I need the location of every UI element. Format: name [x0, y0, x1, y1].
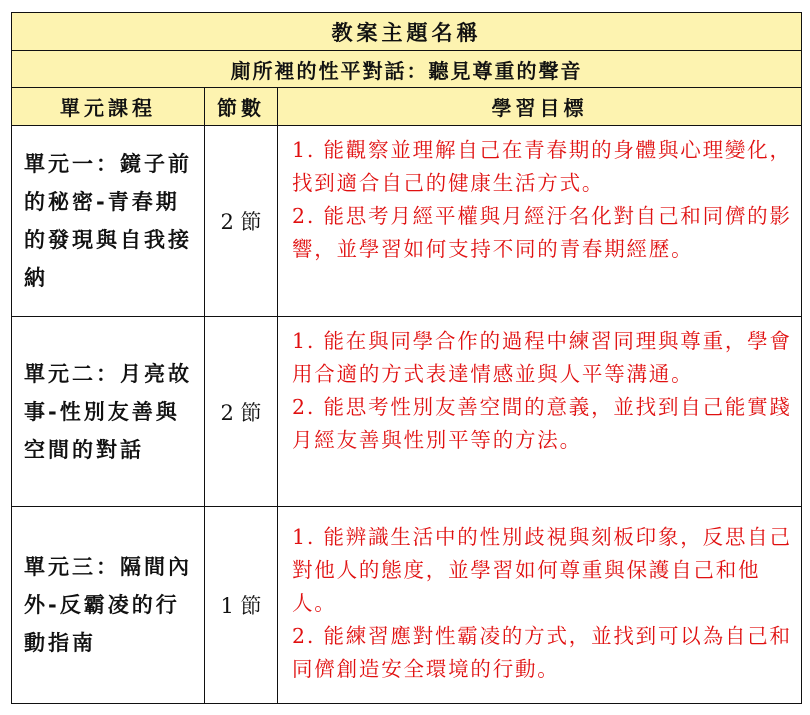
column-header-sessions: 節數 [205, 88, 278, 126]
learning-goals [278, 317, 802, 507]
session-count: 1 節 [205, 507, 278, 704]
unit-name: 單元二：月亮故事-性別友善與空間的對話 [12, 317, 205, 507]
unit-name: 單元一：鏡子前的秘密-青春期的發現與自我接納 [12, 126, 205, 317]
session-count: 2 節 [205, 126, 278, 317]
goal-item: 2. 能思考性別友善空間的意義，並找到自己能實踐月經友善與性別平等的方法。 [292, 395, 792, 452]
goal-item: 1. 能辨識生活中的性別歧視與刻板印象，反思自己對他人的態度，並學習如何尊重與保護自己和他人。 [292, 525, 792, 615]
goal-item: 2. 能思考月經平權與月經汙名化對自己和同儕的影響，並學習如何支持不同的青春期經歷。 [292, 204, 792, 261]
session-count: 2 節 [205, 317, 278, 507]
table-row [12, 507, 802, 704]
goal-item: 1. 能觀察並理解自己在青春期的身體與心理變化，找到適合自己的健康生活方式。 [292, 138, 792, 195]
column-header-unit: 單元課程 [12, 88, 205, 126]
table-title: 教案主題名稱 [12, 13, 802, 51]
learning-goals [278, 126, 802, 317]
learning-goals [278, 507, 802, 704]
table-row [12, 317, 802, 507]
lesson-subtitle: 廁所裡的性平對話：聽見尊重的聲音 [12, 51, 802, 88]
goal-item: 2. 能練習應對性霸凌的方式，並找到可以為自己和同儕創造安全環境的行動。 [292, 624, 792, 681]
unit-name: 單元三：隔間內外-反霸凌的行動指南 [12, 507, 205, 704]
table-row [12, 126, 802, 317]
lesson-plan-table [11, 12, 802, 704]
column-header-goals: 學習目標 [278, 88, 802, 126]
goal-item: 1. 能在與同學合作的過程中練習同理與尊重，學會用合適的方式表達情感並與人平等溝通。 [292, 329, 792, 386]
